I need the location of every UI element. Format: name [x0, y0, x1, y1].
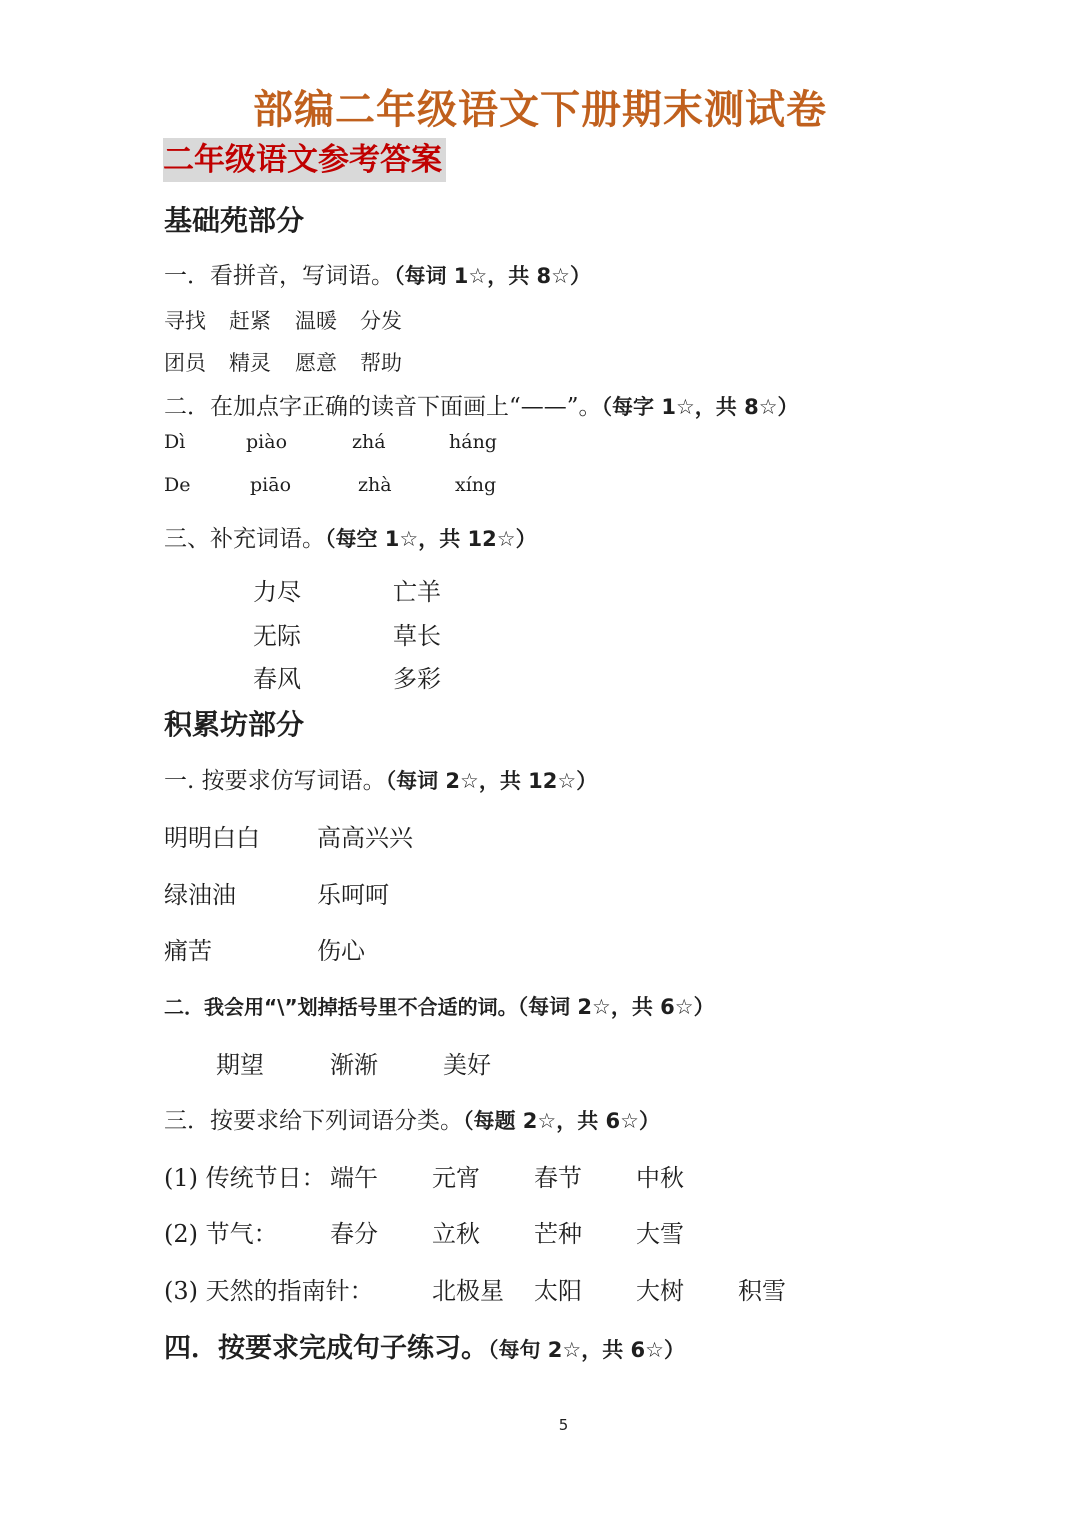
answer-word: 分发: [360, 309, 402, 333]
answer-word: 北极星: [432, 1277, 504, 1305]
question-label: 二．我会用“\”划掉括号里不合适的词。: [164, 995, 518, 1019]
answer-word: 大雪: [636, 1220, 684, 1248]
pinyin-answer: háng: [449, 431, 497, 453]
question-label: 一. 按要求仿写词语。: [164, 768, 386, 794]
answer-word: 亡羊: [393, 578, 441, 606]
answer-word: 积雪: [738, 1277, 786, 1305]
pinyin-answer: piāo: [250, 474, 292, 496]
answer-word: 元宵: [432, 1164, 480, 1192]
answer-word: 渐渐: [330, 1051, 378, 1079]
category-label: (1) 传统节日：: [164, 1164, 326, 1192]
answer-word: 温暖: [295, 309, 337, 333]
question-score: （每句 2☆，共 6☆）: [488, 1338, 685, 1362]
answer-word: 寻找: [164, 309, 206, 333]
answer-word: 帮助: [360, 351, 402, 375]
answer-word: 乐呵呵: [317, 881, 389, 909]
question-label: 四．按要求完成句子练习。: [164, 1333, 488, 1364]
document-title: 部编二年级语文下册期末测试卷: [253, 87, 827, 133]
pinyin-answer: zhá: [352, 431, 386, 453]
answer-word: 精灵: [229, 351, 271, 375]
category-label: (2) 节气：: [164, 1220, 278, 1248]
question-2-2: [164, 991, 715, 1021]
answer-word: 愿意: [295, 351, 337, 375]
question-label: 二．在加点字正确的读音下面画上“——”。: [164, 394, 602, 420]
answer-word: 立秋: [432, 1220, 480, 1248]
answer-word: 多彩: [393, 665, 441, 693]
answer-word: 高高兴兴: [317, 824, 413, 852]
question-label: 三．按要求给下列词语分类。: [164, 1108, 463, 1134]
question-score: （每题 2☆，共 6☆）: [463, 1109, 660, 1133]
section-heading-basics: 基础苑部分: [164, 204, 305, 237]
question-label: 三、补充词语。: [164, 526, 325, 552]
answer-word: 无际: [253, 622, 301, 650]
section-heading-accumulation: 积累坊部分: [164, 708, 305, 741]
pinyin-answer: piào: [246, 431, 288, 453]
answer-word: 草长: [393, 622, 441, 650]
pinyin-answer: Dì: [164, 431, 186, 453]
answer-word: 春节: [534, 1164, 582, 1192]
question-2-4: [164, 1326, 685, 1365]
question-score: （每词 2☆，共 6☆）: [517, 995, 715, 1019]
page-number: 5: [558, 1416, 569, 1434]
answer-word: 期望: [216, 1051, 264, 1079]
pinyin-answer: zhà: [358, 474, 392, 496]
question-score: （每词 1☆，共 8☆）: [394, 264, 591, 288]
answer-word: 端午: [330, 1164, 378, 1192]
pinyin-answer: xíng: [455, 474, 497, 496]
question-score: （每空 1☆，共 12☆）: [325, 527, 537, 551]
answer-word: 团员: [164, 351, 206, 375]
answer-word: 力尽: [253, 578, 301, 606]
answer-word: 春风: [253, 665, 301, 693]
answer-word: 中秋: [636, 1164, 684, 1192]
answer-word: 明明白白: [164, 824, 260, 852]
question-1-3: [164, 520, 537, 553]
answer-word: 太阳: [534, 1277, 582, 1305]
answer-word: 大树: [636, 1277, 684, 1305]
question-score: （每字 1☆，共 8☆）: [601, 395, 799, 419]
question-label: 一．看拼音，写词语。: [164, 263, 394, 289]
question-2-3: [164, 1102, 660, 1135]
answer-word: 伤心: [317, 937, 365, 965]
answer-word: 痛苦: [164, 937, 212, 965]
question-1-1: [164, 257, 591, 290]
answer-word: 春分: [330, 1220, 378, 1248]
category-label: (3) 天然的指南针：: [164, 1277, 374, 1305]
answer-key-heading: 二年级语文参考答案: [163, 138, 446, 182]
answer-word: 赶紧: [229, 309, 271, 333]
question-score: （每词 2☆，共 12☆）: [385, 769, 598, 793]
answer-word: 绿油油: [164, 881, 236, 909]
pinyin-answer: De: [164, 474, 191, 496]
question-2-1: [164, 762, 597, 795]
answer-word: 美好: [443, 1051, 491, 1079]
answer-word: 芒种: [534, 1220, 582, 1248]
question-1-2: [164, 388, 799, 421]
